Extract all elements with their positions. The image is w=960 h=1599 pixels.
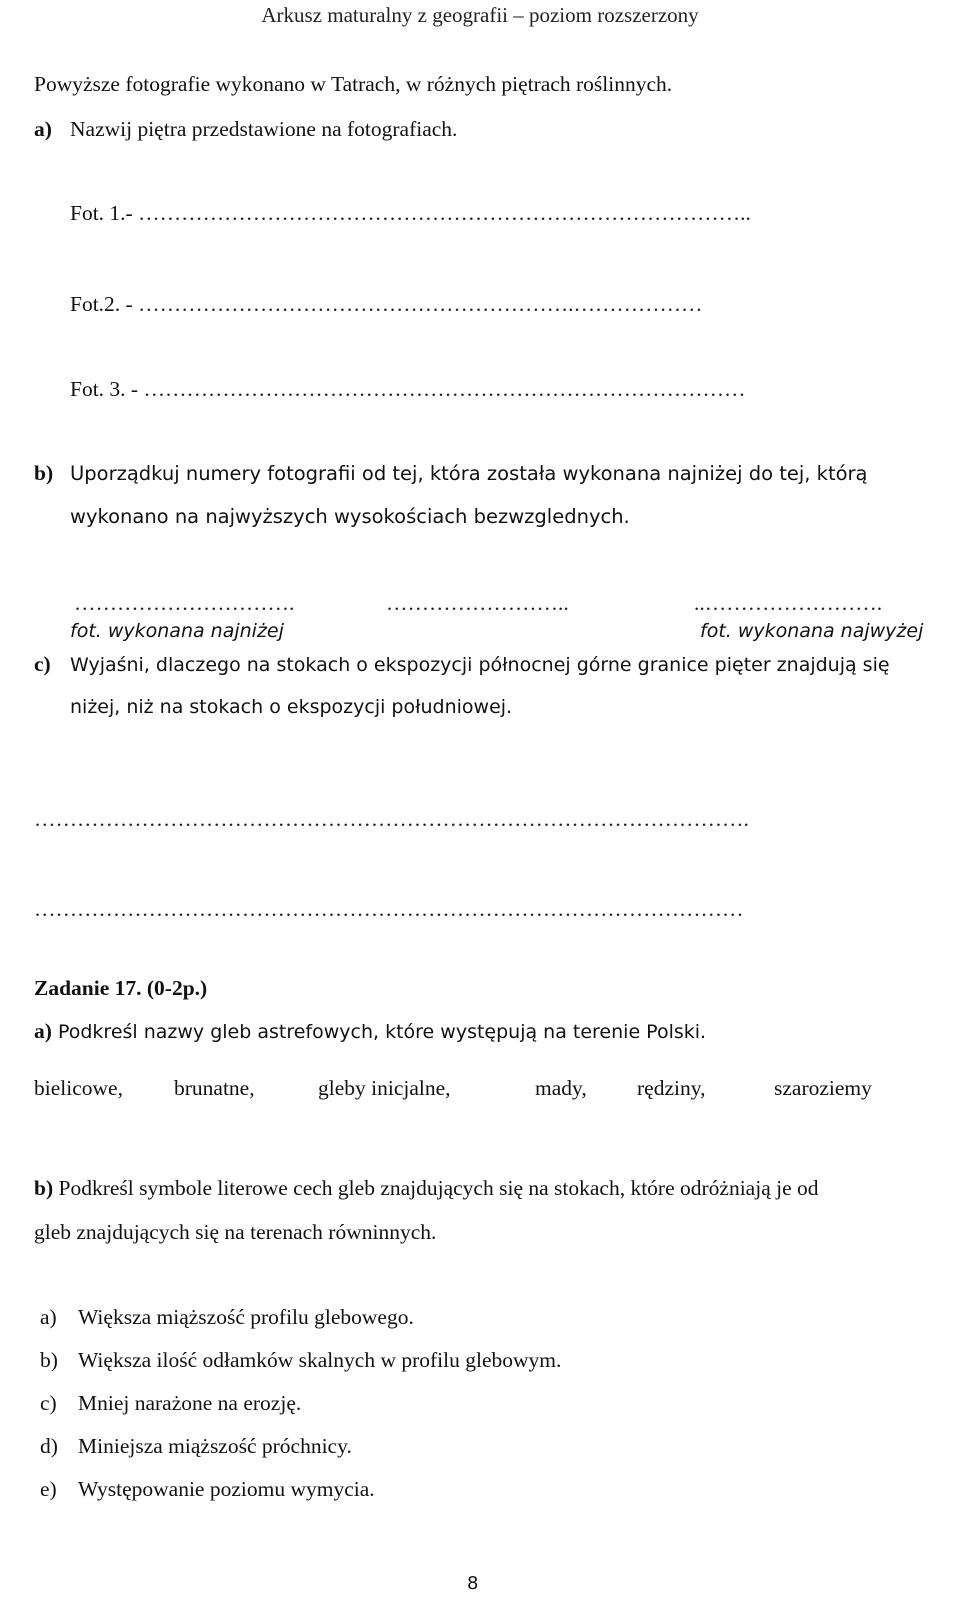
soil-option-mady[interactable]: mady, bbox=[535, 1076, 587, 1100]
feature-option-d[interactable] bbox=[40, 1434, 352, 1459]
feature-option-d-letter[interactable]: d) bbox=[40, 1434, 58, 1458]
intro-text: Powyższe fotografie wykonano w Tatrach, w różnych piętrach roślinnych. bbox=[34, 72, 673, 96]
feature-option-b[interactable] bbox=[40, 1348, 561, 1373]
feature-option-d-text: Miniejsza miąższość próchnicy. bbox=[78, 1434, 352, 1458]
task-a bbox=[34, 117, 457, 142]
feature-option-b-letter[interactable]: b) bbox=[40, 1348, 58, 1372]
fot-line-3 bbox=[70, 377, 745, 402]
order-answer-3[interactable]: ..……………………. bbox=[694, 591, 883, 615]
task-a-text: Nazwij piętra przedstawione na fotografiach. bbox=[70, 117, 458, 141]
zadanie-17-b-line-2: gleb znajdujących się na terenach równinnych. bbox=[34, 1220, 437, 1244]
task-b-label: b) bbox=[34, 461, 54, 485]
zadanie-17-title: Zadanie 17. (0-2p.) bbox=[34, 976, 208, 1000]
order-answer-2[interactable]: …………………….. bbox=[386, 591, 569, 615]
task-a-label: a) bbox=[34, 117, 52, 141]
highest-photo-label: fot. wykonana najwyżej bbox=[700, 620, 924, 642]
task-c-text-1: Wyjaśni, dlaczego na stokach o ekspozycji północnej górne granice pięter znajdują się bbox=[70, 654, 890, 676]
zadanie-17-b-text-1: Podkreśl symbole literowe cech gleb znajdujących się na stokach, które odróżniają je od bbox=[58, 1176, 819, 1200]
page-number: 8 bbox=[467, 1573, 479, 1594]
fot-3-answer-dots[interactable]: ………………………………………………………………………… bbox=[143, 377, 746, 401]
order-answer-1[interactable]: …………………………. bbox=[74, 591, 295, 615]
feature-option-e[interactable] bbox=[40, 1477, 375, 1502]
zadanie-17-b-label: b) bbox=[34, 1176, 54, 1200]
answer-line-1[interactable]: ………………………………………………………………………………………. bbox=[34, 807, 749, 831]
feature-option-b-text: Większa ilość odłamków skalnych w profilu glebowym. bbox=[78, 1348, 562, 1372]
task-b-line-1 bbox=[34, 461, 868, 486]
soil-option-bielicowe[interactable]: bielicowe, bbox=[34, 1076, 123, 1100]
soil-option-brunatne[interactable]: brunatne, bbox=[174, 1076, 255, 1100]
fot-2-answer-dots[interactable]: …………………………………………………….……………… bbox=[138, 292, 703, 316]
task-c-line-1 bbox=[34, 652, 890, 677]
feature-option-a-text: Większa miąższość profilu glebowego. bbox=[78, 1305, 414, 1329]
soil-option-gleby-inicjalne[interactable]: gleby inicjalne, bbox=[318, 1076, 451, 1100]
zadanie-17-a-text: Podkreśl nazwy gleb astrefowych, które występują na terenie Polski. bbox=[57, 1021, 707, 1043]
feature-option-a-letter[interactable]: a) bbox=[40, 1305, 57, 1329]
fot-1-answer-dots[interactable]: ………………………………………………………………………….. bbox=[138, 201, 751, 225]
task-b-text-1: Uporządkuj numery fotografii od tej, która została wykonana najniżej do tej, którą bbox=[70, 462, 868, 485]
answer-line-2[interactable]: ……………………………………………………………………………………… bbox=[34, 897, 744, 921]
feature-option-c-letter[interactable]: c) bbox=[40, 1391, 57, 1415]
soil-option-redziny[interactable]: rędziny, bbox=[637, 1076, 706, 1100]
feature-option-c-text: Mniej narażone na erozję. bbox=[78, 1391, 302, 1415]
zadanie-17-a-label: a) bbox=[34, 1019, 52, 1043]
feature-option-e-letter[interactable]: e) bbox=[40, 1477, 57, 1501]
task-c-line-2: niżej, niż na stokach o ekspozycji południowej. bbox=[70, 696, 513, 718]
page-header: Arkusz maturalny z geografii – poziom rozszerzony bbox=[261, 3, 699, 27]
task-b-line-2: wykonano na najwyższych wysokościach bezwzglednych. bbox=[70, 505, 630, 528]
feature-option-a[interactable] bbox=[40, 1305, 414, 1330]
fot-3-label: Fot. 3. - bbox=[70, 377, 139, 401]
feature-option-e-text: Występowanie poziomu wymycia. bbox=[78, 1477, 375, 1501]
fot-line-2 bbox=[70, 292, 702, 317]
zadanie-17-b-line-1 bbox=[34, 1176, 819, 1201]
task-c-label: c) bbox=[34, 652, 51, 676]
zadanie-17-a bbox=[34, 1019, 706, 1044]
fot-line-1 bbox=[70, 201, 751, 226]
lowest-photo-label: fot. wykonana najniżej bbox=[70, 620, 284, 642]
feature-option-c[interactable] bbox=[40, 1391, 301, 1416]
soil-option-szaroziemy[interactable]: szaroziemy bbox=[774, 1076, 872, 1100]
fot-1-label: Fot. 1.- bbox=[70, 201, 133, 225]
fot-2-label: Fot.2. - bbox=[70, 292, 133, 316]
